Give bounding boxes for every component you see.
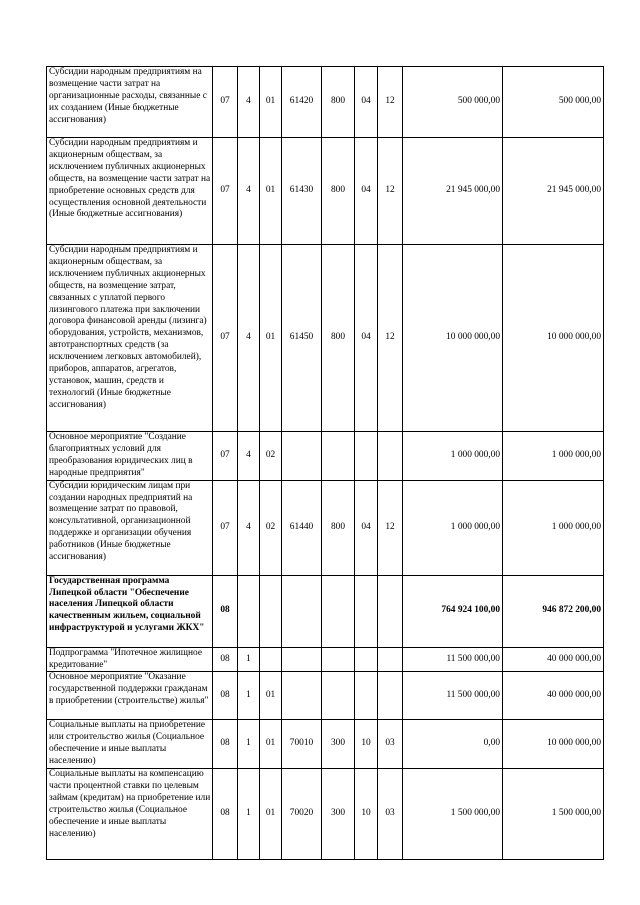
amount-year-2: 40 000 000,00: [503, 647, 604, 672]
subprogram-code: 4: [238, 480, 260, 575]
subprogram-code: 1: [238, 647, 260, 672]
section-code: [355, 647, 378, 672]
expense-type: 800: [322, 138, 355, 245]
row-name: Основное мероприятие "Создание благоприятных условий для преобразования юридических лиц в народные предприятия": [47, 432, 213, 481]
amount-year-2: 21 945 000,00: [503, 138, 604, 245]
program-code: 07: [213, 138, 238, 245]
amount-year-2: 10 000 000,00: [503, 245, 604, 432]
direction-code: 70010: [282, 720, 322, 769]
subsection-code: 12: [378, 67, 403, 138]
amount-year-1: 1 000 000,00: [403, 432, 503, 481]
expense-type: [322, 647, 355, 672]
table-row: [47, 672, 604, 720]
table-row: [47, 245, 604, 432]
direction-code: [282, 432, 322, 481]
subsection-code: 03: [378, 720, 403, 769]
row-name: Субсидии юридическим лицам при создании народных предприятий на возмещение затрат по правовой, консультативной, организационной поддержке и организации обучения работников (Иные бюджетные ассигнования): [47, 480, 213, 575]
table-row: [47, 647, 604, 672]
amount-year-1: 11 500 000,00: [403, 672, 503, 720]
amount-year-2: 946 872 200,00: [503, 575, 604, 647]
program-code: 08: [213, 575, 238, 647]
program-code: 07: [213, 480, 238, 575]
amount-year-1: 1 000 000,00: [403, 480, 503, 575]
subprogram-code: 4: [238, 432, 260, 481]
measure-code: 01: [260, 245, 282, 432]
expense-type: 300: [322, 720, 355, 769]
subsection-code: 03: [378, 769, 403, 860]
section-code: 04: [355, 67, 378, 138]
row-name: Основное мероприятие "Оказание государственной поддержки гражданам в приобретении (строительстве) жилья": [47, 672, 213, 720]
row-name: Подпрограмма "Ипотечное жилищное кредитование": [47, 647, 213, 672]
direction-code: 70020: [282, 769, 322, 860]
subsection-code: 12: [378, 245, 403, 432]
section-code: [355, 575, 378, 647]
subsection-code: [378, 647, 403, 672]
measure-code: 01: [260, 720, 282, 769]
row-name: Субсидии народным предприятиям и акционерным обществам, за исключением публичных акционерных обществ, на возмещение части затрат на приобретение основных средств для осуществления основной деятельности (Иные бюджетные ассигнования): [47, 138, 213, 245]
section-code: 04: [355, 480, 378, 575]
expense-type: [322, 672, 355, 720]
amount-year-2: 1 000 000,00: [503, 432, 604, 481]
table-row: [47, 769, 604, 860]
row-name: Социальные выплаты на компенсацию части процентной ставки по целевым займам (кредитам) на приобретение или строительство жилья (Социальное обеспечение и иные выплаты населению): [47, 769, 213, 860]
expense-type: 800: [322, 480, 355, 575]
expense-type: [322, 575, 355, 647]
measure-code: 02: [260, 432, 282, 481]
budget-table: [46, 66, 604, 860]
measure-code: 01: [260, 67, 282, 138]
direction-code: 61440: [282, 480, 322, 575]
table-row: [47, 575, 604, 647]
subprogram-code: [238, 575, 260, 647]
amount-year-1: 1 500 000,00: [403, 769, 503, 860]
direction-code: 61450: [282, 245, 322, 432]
row-name: Субсидии народным предприятиям и акционерным обществам, за исключением публичных акционерных обществ, на возмещение затрат, связанных с уплатой первого лизингового платежа при заключении договора финансовой аренды (лизинга) оборудования, устройств, механизмов, автотранспортных средств (за исключением легковых автомобилей), приборов, аппаратов, агрегатов, установок, машин, средств и технологий (Иные бюджетные ассигнования): [47, 245, 213, 432]
program-code: 08: [213, 769, 238, 860]
amount-year-2: 1 500 000,00: [503, 769, 604, 860]
program-code: 07: [213, 67, 238, 138]
subsection-code: 12: [378, 480, 403, 575]
expense-type: [322, 432, 355, 481]
measure-code: [260, 647, 282, 672]
amount-year-1: 10 000 000,00: [403, 245, 503, 432]
subprogram-code: 4: [238, 67, 260, 138]
table-row: [47, 480, 604, 575]
amount-year-1: 11 500 000,00: [403, 647, 503, 672]
subprogram-code: 4: [238, 138, 260, 245]
measure-code: 02: [260, 480, 282, 575]
direction-code: [282, 575, 322, 647]
expense-type: 300: [322, 769, 355, 860]
amount-year-1: 0,00: [403, 720, 503, 769]
direction-code: [282, 672, 322, 720]
amount-year-1: 764 924 100,00: [403, 575, 503, 647]
subprogram-code: 1: [238, 720, 260, 769]
measure-code: [260, 575, 282, 647]
subprogram-code: 1: [238, 672, 260, 720]
section-code: 04: [355, 138, 378, 245]
table-row: [47, 138, 604, 245]
amount-year-2: 40 000 000,00: [503, 672, 604, 720]
amount-year-1: 21 945 000,00: [403, 138, 503, 245]
program-code: 08: [213, 720, 238, 769]
amount-year-1: 500 000,00: [403, 67, 503, 138]
section-code: 04: [355, 245, 378, 432]
amount-year-2: 500 000,00: [503, 67, 604, 138]
section-code: [355, 432, 378, 481]
section-code: 10: [355, 769, 378, 860]
measure-code: 01: [260, 138, 282, 245]
row-name: Социальные выплаты на приобретение или строительство жилья (Социальное обеспечение и иные выплаты населению): [47, 720, 213, 769]
amount-year-2: 10 000 000,00: [503, 720, 604, 769]
measure-code: 01: [260, 769, 282, 860]
section-code: [355, 672, 378, 720]
program-code: 08: [213, 647, 238, 672]
expense-type: 800: [322, 245, 355, 432]
row-name: Субсидии народным предприятиям на возмещение части затрат на организационные расходы, связанные с их созданием (Иные бюджетные ассигнования): [47, 67, 213, 138]
direction-code: 61420: [282, 67, 322, 138]
table-row: [47, 432, 604, 481]
program-code: 07: [213, 245, 238, 432]
amount-year-2: 1 000 000,00: [503, 480, 604, 575]
section-code: 10: [355, 720, 378, 769]
program-code: 08: [213, 672, 238, 720]
table-row: [47, 720, 604, 769]
subsection-code: [378, 575, 403, 647]
subsection-code: [378, 672, 403, 720]
program-code: 07: [213, 432, 238, 481]
direction-code: [282, 647, 322, 672]
expense-type: 800: [322, 67, 355, 138]
measure-code: 01: [260, 672, 282, 720]
direction-code: 61430: [282, 138, 322, 245]
row-name: Государственная программа Липецкой области "Обеспечение населения Липецкой области качественным жильем, социальной инфраструктурой и услугами ЖКХ": [47, 575, 213, 647]
subsection-code: [378, 432, 403, 481]
subsection-code: 12: [378, 138, 403, 245]
subprogram-code: 4: [238, 245, 260, 432]
table-row: [47, 67, 604, 138]
subprogram-code: 1: [238, 769, 260, 860]
